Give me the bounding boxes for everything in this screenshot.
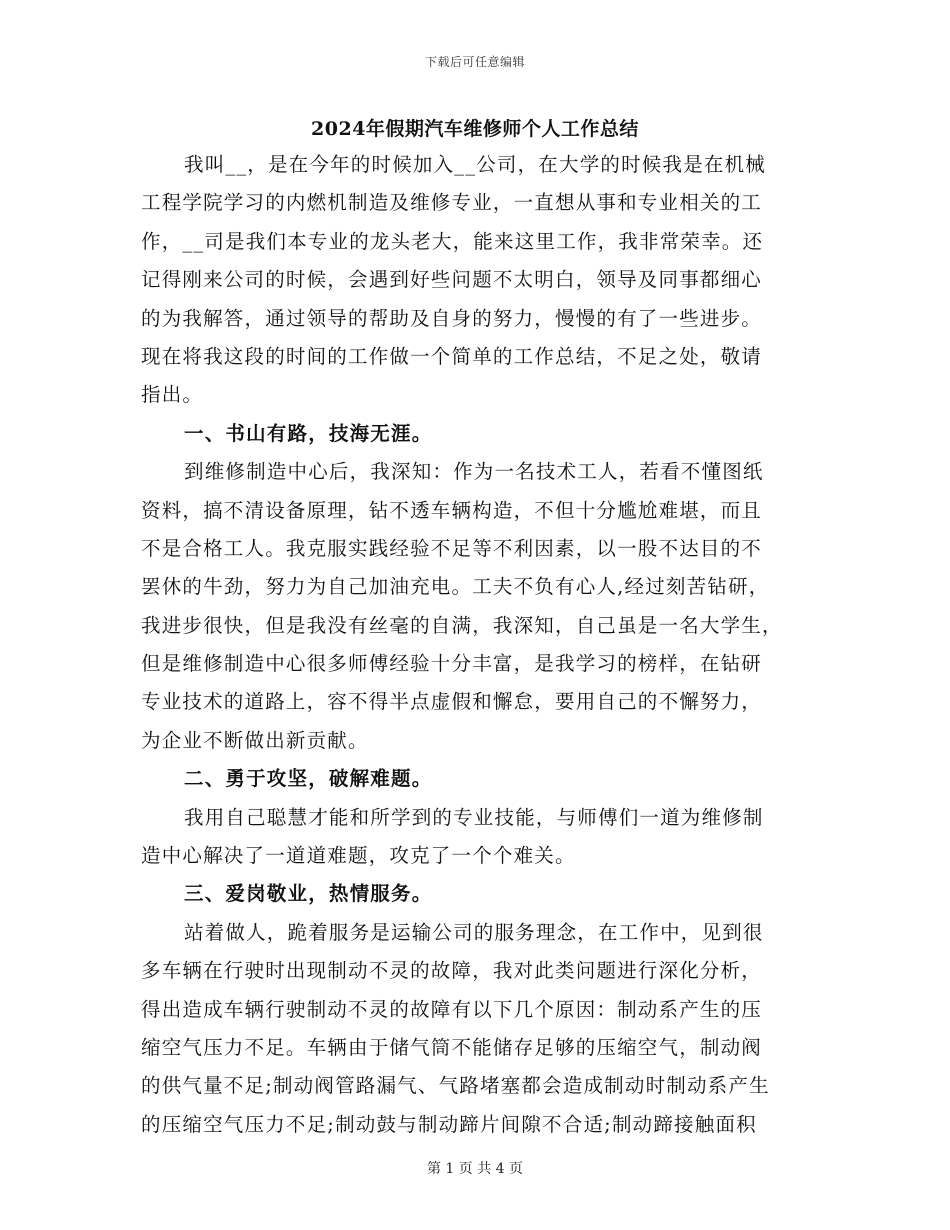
paragraph-line: 资料，搞不清设备原理，钻不透车辆构造，不但十分尴尬难堪，而且 [141, 498, 763, 522]
paragraph-line: 我用自己聪慧才能和所学到的专业技能，与师傅们一道为维修制 [184, 805, 764, 829]
document-body [141, 146, 801, 1144]
document-title: 2024年假期汽车维修师个人工作总结 [311, 118, 639, 140]
paragraph-line: 站着做人，跪着服务是运输公司的服务理念，在工作中，见到很 [184, 920, 764, 944]
paragraph-line: 作，__司是我们本专业的龙头老大，能来这里工作，我非常荣幸。还 [141, 229, 764, 253]
paragraph-line: 到维修制造中心后，我深知：作为一名技术工人，若看不懂图纸 [184, 460, 764, 484]
section-heading: 二、勇于攻坚，破解难题。 [184, 767, 433, 791]
paragraph-line: 的供气量不足;制动阀管路漏气、气路堵塞都会造成制动时制动系产生 [141, 1074, 770, 1098]
section-heading: 三、爱岗敬业，热情服务。 [184, 882, 433, 906]
paragraph-line: 的为我解答，通过领导的帮助及自身的努力，慢慢的有了一些进步。 [141, 306, 763, 330]
paragraph-line: 我叫__，是在今年的时候加入__公司，在大学的时候我是在机械 [184, 153, 767, 176]
paragraph-line: 得出造成车辆行驶制动不灵的故障有以下几个原因：制动系产生的压 [141, 997, 763, 1021]
paragraph-line: 不是合格工人。我克服实践经验不足等不利因素，以一股不达目的不 [141, 536, 763, 560]
paragraph-line: 现在将我这段的时间的工作做一个简单的工作总结，不足之处，敬请 [141, 344, 763, 368]
paragraph-line: 的压缩空气压力不足;制动鼓与制动蹄片间隙不合适;制动蹄接触面积 [141, 1112, 757, 1136]
header-note: 下载后可任意编辑 [424, 55, 525, 69]
paragraph-line: 专业技术的道路上，容不得半点虚假和懈怠，要用自己的不懈努力， [141, 690, 763, 714]
paragraph-line: 记得刚来公司的时候，会遇到好些问题不太明白，领导及同事都细心 [141, 268, 763, 292]
paragraph-line: 工程学院学习的内燃机制造及维修专业，一直想从事和专业相关的工 [141, 191, 763, 215]
paragraph-line: 造中心解决了一道道难题，攻克了一个个难关。 [141, 844, 576, 868]
paragraph-line: 多车辆在行驶时出现制动不灵的故障，我对此类问题进行深化分析， [141, 959, 763, 983]
paragraph-line: 缩空气压力不足。车辆由于储气筒不能储存足够的压缩空气，制动阀 [141, 1035, 763, 1059]
paragraph-line: 罢休的牛劲，努力为自己加油充电。工夫不负有心人,经过刻苦钻研， [141, 575, 770, 599]
paragraph-line: 但是维修制造中心很多师傅经验十分丰富，是我学习的榜样，在钻研 [141, 652, 763, 676]
section-heading: 一、书山有路，技海无涯。 [184, 421, 433, 445]
paragraph-line: 为企业不断做出新贡献。 [141, 728, 369, 752]
paragraph-line: 我进步很快，但是我没有丝毫的自满，我深知，自己虽是一名大学生， [141, 613, 783, 637]
page-footer: 第 1 页 共 4 页 [426, 1161, 524, 1177]
paragraph-line: 指出。 [141, 383, 204, 407]
